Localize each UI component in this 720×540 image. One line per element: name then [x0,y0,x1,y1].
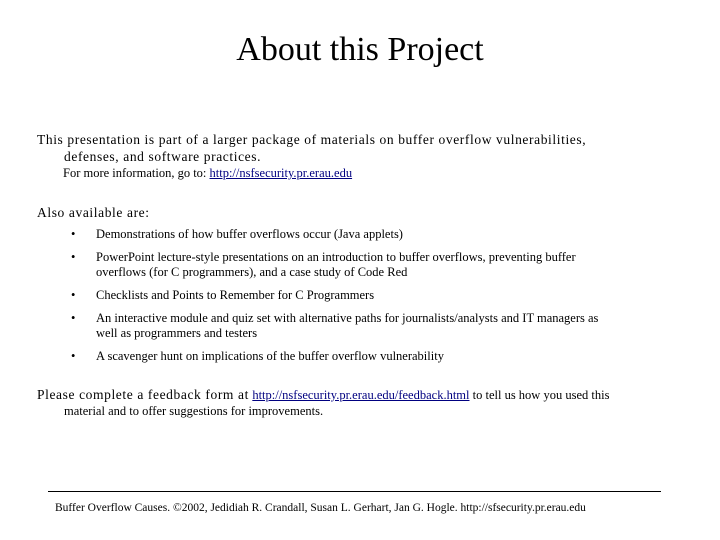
footer-text: Buffer Overflow Causes. ©2002, Jedidiah R. Crandall, Susan L. Gerhart, Jan G. Hogle. http://sfsecurity.pr.erau.edu [55,502,586,514]
list-item-text: Demonstrations of how buffer overflows occur (Java applets) [96,227,403,241]
feedback-lead: Please complete a feedback form at [37,387,249,402]
bullet-icon: • [71,227,76,241]
list-item [70,311,670,341]
more-info-text: For more information, go to: [63,166,210,180]
list-item-text-cont: overflows (for C programmers), and a case study of Code Red [96,265,408,279]
feedback-link[interactable]: http://nsfsecurity.pr.erau.edu/feedback.html [252,388,470,402]
list-item-text: PowerPoint lecture-style presentations on an introduction to buffer overflows, preventing buffer [96,250,576,264]
feedback-paragraph [37,386,687,419]
more-info [63,166,683,181]
slide-title: About this Project [236,31,484,68]
list-item-text: Checklists and Points to Remember for C Programmers [96,288,375,302]
list-item-text: A scavenger hunt on implications of the buffer overflow vulnerability [96,349,444,363]
feedback-rest: to tell us how you used this [469,388,610,402]
intro-line-2: defenses, and software practices. [64,149,262,164]
also-heading: Also available are: [37,205,150,220]
bullet-icon: • [71,250,76,264]
footer-divider [48,491,661,492]
bullet-icon: • [71,311,76,325]
list-item [70,250,670,280]
feedback-line-2: material and to offer suggestions for improvements. [64,404,324,418]
bullet-icon: • [71,288,76,302]
resources-list [70,227,670,372]
more-info-link[interactable]: http://nsfsecurity.pr.erau.edu [209,166,353,180]
list-item-text-cont: well as programmers and testers [96,326,258,340]
list-item-text: An interactive module and quiz set with alternative paths for journalists/analysts and IT managers as [96,311,599,325]
intro-paragraph [37,131,677,165]
intro-line-1: This presentation is part of a larger package of materials on buffer overflow vulnerabilities, [37,132,587,147]
list-item [70,227,670,242]
list-item [70,288,670,303]
list-item [70,349,670,364]
bullet-icon: • [71,349,76,363]
